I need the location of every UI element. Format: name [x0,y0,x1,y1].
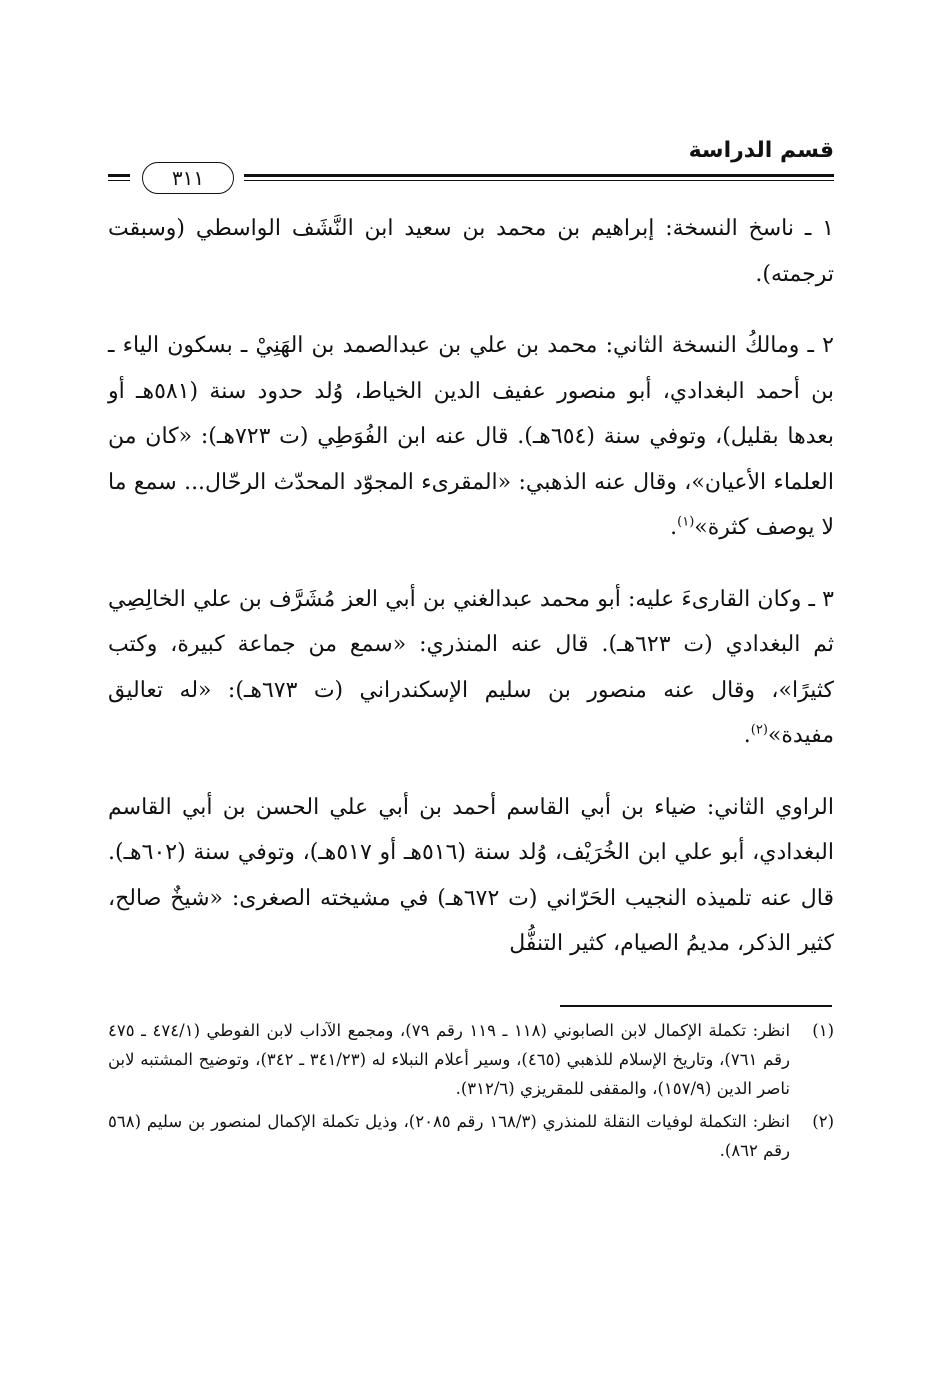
header-short-rule [108,174,130,177]
paragraph-end: . [743,723,751,748]
paragraph-text: ٢ ـ ومالكُ النسخة الثاني: محمد بن علي بن عبدالصمد بن الهَنِيْ ـ بسكون الياء ـ بن أحمد البغدادي، أبو منصور عفيف الدين الخياط، وُلد حدود سنة (٥٨١هـ أو بعدها بقليل)، وتوفي سنة (٦٥٤هـ). قال عنه ابن الفُوَطِي (ت ٧٢٣هـ): «كان من العلماء الأعيان»، وقال عنه الذهبي: «المقرىء المجوّد المحدّث الرحّال... سمع ما لا يوصف كثرة» [108,333,835,540]
paragraph-3 [108,577,834,759]
page-number: ٣١١ [171,166,205,190]
paragraph-text: ١ ـ ناسخ النسخة: إبراهيم بن محمد بن سعيد ابن النَّشَف الواسطي (وسبقت ترجمته). [108,216,834,287]
footnote-text: انظر: تكملة الإكمال لابن الصابوني (١١٨ ـ ١١٩ رقم ٧٩)، ومجمع الآداب لابن الفوطي (٤٧٤/١ ـ ٤٧٥ رقم ٧٦١)، وتاريخ الإسلام للذهبي (٤٦٥)، وسير أعلام النبلاء له (٣٤١/٢٣ ـ ٣٤٢)، وتوضيح المشتبه لابن ناصر الدين (١٥٧/٩)، والمقفى للمقريزي (٣١٢/٦). [108,1021,791,1098]
footnote-number: (١) [812,1021,834,1040]
footnote-text: انظر: التكملة لوفيات النقلة للمنذري (١٦٨/٣ رقم ٢٠٨٥)، وذيل تكملة الإكمال لمنصور بن سليم (٥٦٨ رقم ٨٦٢). [108,1112,790,1160]
footnote-reference-2[interactable]: (٢) [750,722,768,738]
paragraph-4 [108,785,834,967]
header-short-rule-thin [108,180,130,181]
footnotes [108,1016,834,1169]
main-text [108,206,834,993]
footnote-1 [108,1016,834,1103]
header-rule-thin [244,180,834,181]
section-title: قسم الدراسة [688,138,834,163]
footnote-number: (٢) [812,1112,834,1131]
footnote-divider [560,1005,832,1007]
paragraph-text: الراوي الثاني: ضياء بن أبي القاسم أحمد بن أبي علي الحسن بن أبي القاسم البغدادي، أبو علي ابن الخُرَيْف، وُلد سنة (٥١٦هـ أو ٥١٧هـ)، وتوفي سنة (٦٠٢هـ). قال عنه تلميذه النجيب الحَرّاني (ت ٦٧٢هـ) في مشيخته الصغرى: «شيخٌ صالح، كثير الذكر، مديمُ الصيام، كثير التنفُّل [108,794,834,956]
footnote-reference-1[interactable]: (١) [677,514,695,530]
page-header [108,138,834,188]
paragraph-text: ٣ ـ وكان القارىءَ عليه: أبو محمد عبدالغني بن أبي العز مُشَرَّف بن علي الخالِصِي ثم البغدادي (ت ٦٢٣هـ). قال عنه المنذري: «سمع من جماعة كبيرة، وكتب كثيرًا»، وقال عنه منصور بن سليم الإسكندراني (ت ٦٧٣هـ): «له تعاليق مفيدة» [108,586,834,748]
paragraph-1 [108,206,834,297]
footnote-2 [108,1107,834,1165]
header-rule [244,174,834,177]
page-number-frame [142,162,234,194]
paragraph-end: . [670,515,678,540]
paragraph-2 [108,323,834,551]
